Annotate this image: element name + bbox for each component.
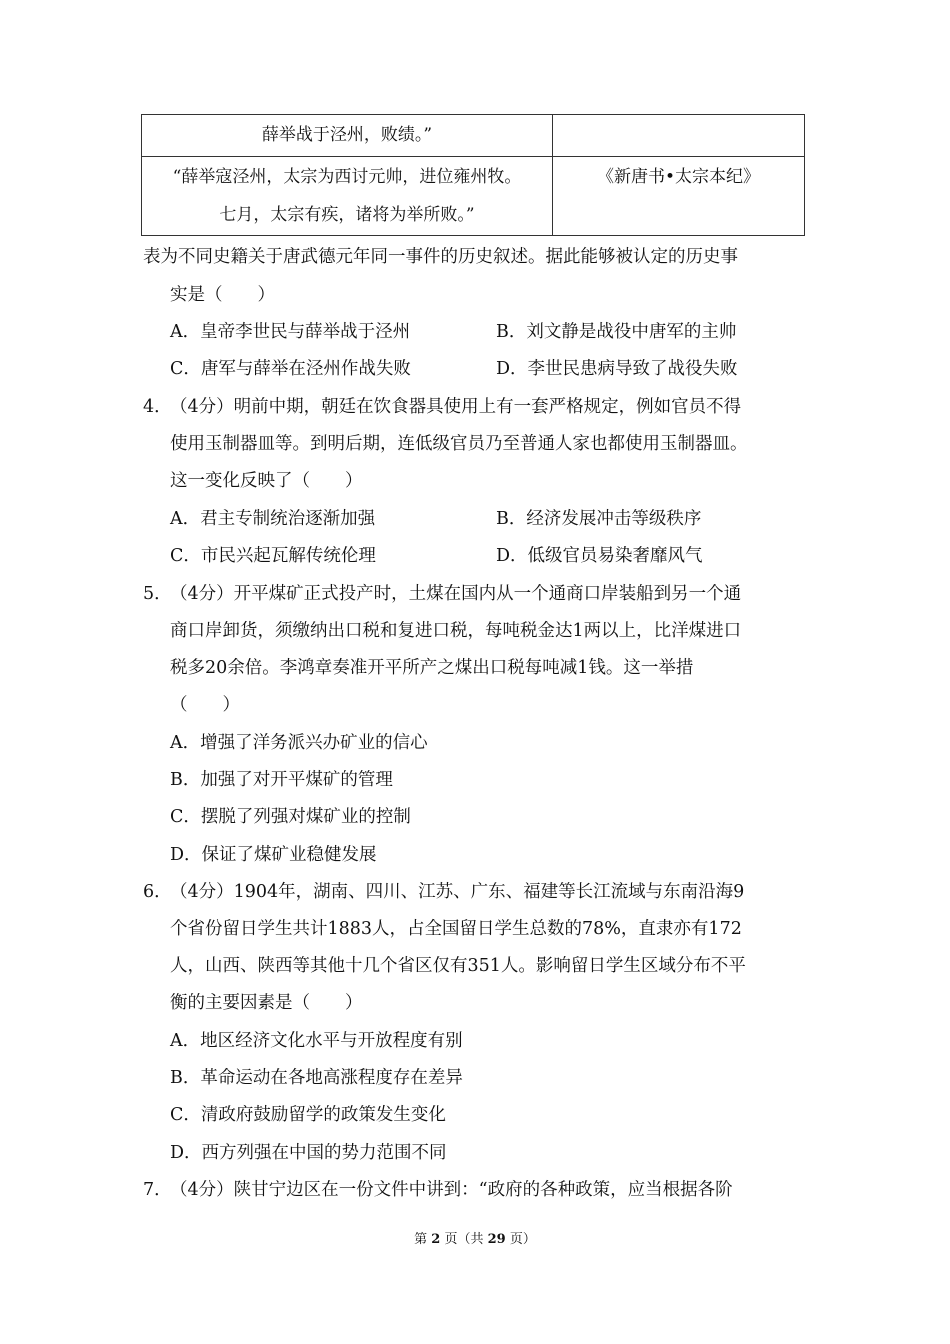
question-stem-line: 人，山西、陕西等其他十几个省区仅有351人。影响留日学生区域分布不平 — [170, 956, 746, 976]
option-b: B．刘文静是战役中唐军的主帅 — [496, 322, 737, 342]
option-c: C．清政府鼓励留学的政策发生变化 — [170, 1105, 446, 1125]
option-d: D．西方列强在中国的势力范围不同 — [170, 1143, 447, 1163]
option-a: A．君主专制统治逐渐加强 — [170, 509, 376, 529]
question-stem-line: （4分）1904年，湖南、四川、江苏、广东、福建等长江流域与东南沿海9 — [170, 882, 745, 902]
footer-page-number: 2 — [431, 1232, 441, 1247]
option-c: C．唐军与薛举在泾州作战失败 — [170, 359, 411, 379]
question-number: 4． — [143, 397, 172, 417]
table-row — [142, 157, 805, 236]
source-table — [141, 114, 805, 236]
question-stem-line: （ ） — [170, 695, 240, 715]
table-cell-source-text: 《新唐书•太宗本纪》 — [596, 167, 761, 187]
question-stem-line: 表为不同史籍关于唐武德元年同一事件的历史叙述。据此能够被认定的历史事 — [143, 247, 738, 267]
question-stem-line: 使用玉制器皿等。到明后期，连低级官员乃至普通人家也都使用玉制器皿。 — [170, 434, 748, 454]
question-stem-line: （4分）陕甘宁边区在一份文件中讲到：“政府的各种政策，应当根据各阶 — [170, 1180, 733, 1200]
page-footer — [0, 1228, 950, 1247]
option-b: B．经济发展冲击等级秩序 — [496, 509, 702, 529]
table-cell-source — [553, 115, 805, 157]
table-cell-line: 七月，太宗有疾，诸将为举所败。” — [219, 205, 475, 225]
option-d: D．李世民患病导致了战役失败 — [496, 359, 738, 379]
question-number: 7． — [143, 1180, 172, 1200]
question-number: 5． — [143, 584, 172, 604]
question-number: 6． — [143, 882, 172, 902]
table-cell-text — [142, 115, 553, 157]
footer-suffix: 页） — [509, 1232, 536, 1247]
option-b: B．加强了对开平煤矿的管理 — [170, 770, 393, 790]
option-a: A．增强了洋务派兴办矿业的信心 — [170, 733, 428, 753]
table-cell-text — [142, 157, 553, 236]
table-cell-line: 薛举战于泾州，败绩。” — [261, 125, 433, 145]
option-c: C．摆脱了列强对煤矿业的控制 — [170, 807, 411, 827]
question-stem-line: （4分）开平煤矿正式投产时，土煤在国内从一个通商口岸装船到另一个通 — [170, 584, 742, 604]
question-stem-line: 个省份留日学生共计1883人，占全国留日学生总数的78%，直隶亦有172 — [170, 919, 742, 939]
option-c: C．市民兴起瓦解传统伦理 — [170, 546, 376, 566]
question-stem-line: 税多20余倍。李鸿章奏准开平所产之煤出口税每吨减1钱。这一举措 — [170, 658, 694, 678]
table-cell-source — [553, 157, 805, 236]
question-stem-line: 商口岸卸货，须缴纳出口税和复进口税，每吨税金达1两以上，比洋煤进口 — [170, 621, 742, 641]
option-d: D．保证了煤矿业稳健发展 — [170, 845, 377, 865]
option-a: A．地区经济文化水平与开放程度有别 — [170, 1031, 463, 1051]
question-stem-line: （4分）明前中期，朝廷在饮食器具使用上有一套严格规定，例如官员不得 — [170, 397, 742, 417]
table-cell-line: “薛举寇泾州，太宗为西讨元帅，进位雍州牧。 — [172, 167, 522, 187]
option-b: B．革命运动在各地高涨程度存在差异 — [170, 1068, 463, 1088]
question-stem-line: 实是（ ） — [170, 285, 275, 305]
option-a: A．皇帝李世民与薛举战于泾州 — [170, 322, 411, 342]
table-row — [142, 115, 805, 157]
option-d: D．低级官员易染奢靡风气 — [496, 546, 703, 566]
question-stem-line: 衡的主要因素是（ ） — [170, 993, 363, 1013]
footer-prefix: 第 — [414, 1232, 428, 1247]
footer-total-pages: 29 — [487, 1232, 506, 1247]
footer-middle: 页（共 — [444, 1232, 484, 1247]
question-stem-line: 这一变化反映了（ ） — [170, 471, 363, 491]
